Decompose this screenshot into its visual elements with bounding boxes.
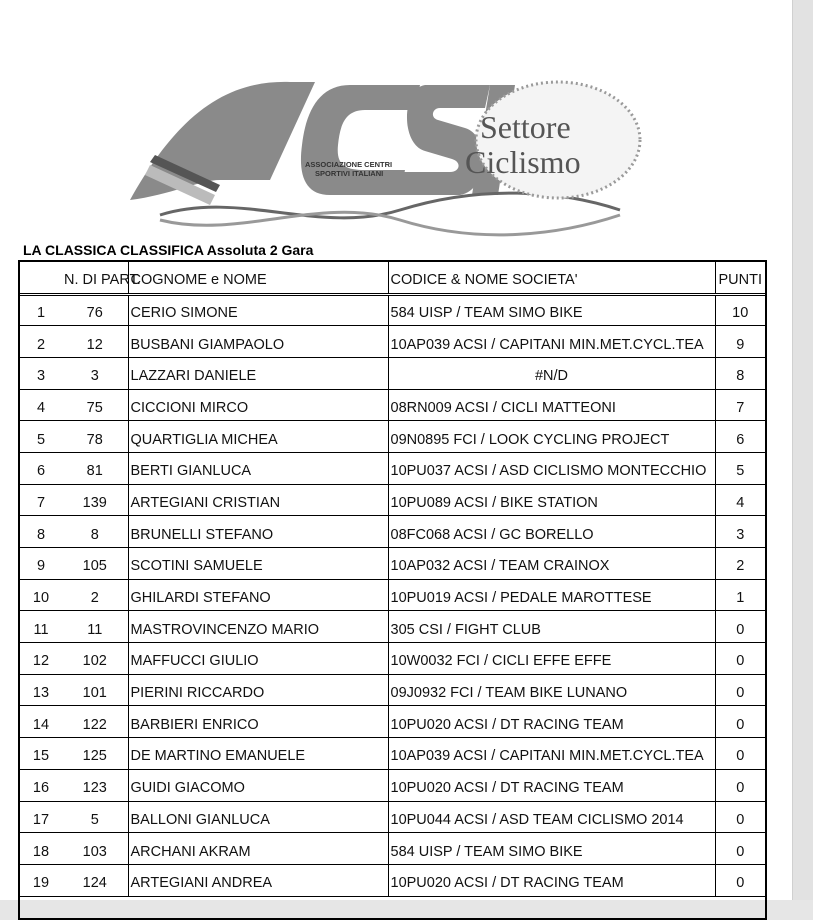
cell-position: 11: [20, 611, 62, 643]
cell-position: 18: [20, 833, 62, 865]
cell-name: PIERINI RICCARDO: [128, 674, 388, 706]
cell-society: 10PU089 ACSI / BIKE STATION: [388, 484, 715, 516]
header-society: CODICE & NOME SOCIETA': [388, 262, 715, 294]
cell-society: 10PU019 ACSI / PEDALE MAROTTESE: [388, 579, 715, 611]
cell-society: 09J0932 FCI / TEAM BIKE LUNANO: [388, 674, 715, 706]
cell-position: 16: [20, 769, 62, 801]
table-row: [20, 706, 765, 738]
cell-position: 13: [20, 674, 62, 706]
cell-name: GHILARDI STEFANO: [128, 579, 388, 611]
cell-position: 5: [20, 421, 62, 453]
table-row: [20, 389, 765, 421]
cell-society: 10AP039 ACSI / CAPITANI MIN.MET.CYCL.TEA: [388, 738, 715, 770]
cell-name: BALLONI GIANLUCA: [128, 801, 388, 833]
cell-points: 5: [715, 452, 765, 484]
cell-society: 10PU020 ACSI / DT RACING TEAM: [388, 864, 715, 896]
cell-name: MAFFUCCI GIULIO: [128, 643, 388, 675]
cell-society: 305 CSI / FIGHT CLUB: [388, 611, 715, 643]
cell-name: BERTI GIANLUCA: [128, 452, 388, 484]
cell-points: 0: [715, 643, 765, 675]
cell-position: 7: [20, 484, 62, 516]
cell-name: ARTEGIANI ANDREA: [128, 864, 388, 896]
cell-position: 8: [20, 516, 62, 548]
cell-points: 0: [715, 674, 765, 706]
cell-society: 10PU044 ACSI / ASD TEAM CICLISMO 2014: [388, 801, 715, 833]
table-row: [20, 548, 765, 580]
table-row: [20, 833, 765, 865]
cell-position: 10: [20, 579, 62, 611]
cell-points: 0: [715, 833, 765, 865]
logo-subtitle-2: SPORTIVI ITALIANI: [315, 169, 384, 178]
cell-points: 3: [715, 516, 765, 548]
cell-participant-number: 3: [62, 357, 128, 389]
cell-position: 3: [20, 357, 62, 389]
cell-points: 4: [715, 484, 765, 516]
document-title: LA CLASSICA CLASSIFICA Assoluta 2 Gara: [23, 242, 314, 258]
cell-name: CICCIONI MIRCO: [128, 389, 388, 421]
cell-name: BARBIERI ENRICO: [128, 706, 388, 738]
cell-points: 0: [715, 611, 765, 643]
cell-society: 10W0032 FCI / CICLI EFFE EFFE: [388, 643, 715, 675]
cell-position: 14: [20, 706, 62, 738]
logo-swoosh: [130, 82, 315, 200]
cell-society: 09N0895 FCI / LOOK CYCLING PROJECT: [388, 421, 715, 453]
cell-participant-number: 75: [62, 389, 128, 421]
cell-participant-number: 2: [62, 579, 128, 611]
header-name: COGNOME e NOME: [128, 262, 388, 294]
cell-participant-number: 81: [62, 452, 128, 484]
cell-society: 584 UISP / TEAM SIMO BIKE: [388, 294, 715, 326]
cell-name: BRUNELLI STEFANO: [128, 516, 388, 548]
cell-participant-number: 8: [62, 516, 128, 548]
table-row: [20, 326, 765, 358]
cell-participant-number: 125: [62, 738, 128, 770]
table-row: [20, 801, 765, 833]
header-points: PUNTI: [715, 262, 765, 294]
cell-name: BUSBANI GIAMPAOLO: [128, 326, 388, 358]
table-row: [20, 579, 765, 611]
cell-participant-number: 76: [62, 294, 128, 326]
cell-participant-number: 124: [62, 864, 128, 896]
cell-points: 7: [715, 389, 765, 421]
table-row: [20, 294, 765, 326]
cell-society: 10AP039 ACSI / CAPITANI MIN.MET.CYCL.TEA: [388, 326, 715, 358]
cell-participant-number: 123: [62, 769, 128, 801]
cell-points: 6: [715, 421, 765, 453]
cell-name: QUARTIGLIA MICHEA: [128, 421, 388, 453]
table-row: [20, 611, 765, 643]
cell-participant-number: 139: [62, 484, 128, 516]
table-row: [20, 674, 765, 706]
cell-points: 10: [715, 294, 765, 326]
cell-society: 08FC068 ACSI / GC BORELLO: [388, 516, 715, 548]
cell-society: 584 UISP / TEAM SIMO BIKE: [388, 833, 715, 865]
cell-participant-number: 12: [62, 326, 128, 358]
cell-points: 0: [715, 801, 765, 833]
cell-points: 2: [715, 548, 765, 580]
table-row: [20, 738, 765, 770]
cell-position: 6: [20, 452, 62, 484]
cell-society: #N/D: [388, 357, 715, 389]
table-row: [20, 421, 765, 453]
cell-society: 10PU020 ACSI / DT RACING TEAM: [388, 769, 715, 801]
cell-society: 10PU020 ACSI / DT RACING TEAM: [388, 706, 715, 738]
cell-society: 08RN009 ACSI / CICLI MATTEONI: [388, 389, 715, 421]
cell-participant-number: 102: [62, 643, 128, 675]
cell-name: LAZZARI DANIELE: [128, 357, 388, 389]
cell-participant-number: 78: [62, 421, 128, 453]
cell-points: 9: [715, 326, 765, 358]
cell-participant-number: 11: [62, 611, 128, 643]
table-row: [20, 864, 765, 896]
cell-participant-number: 5: [62, 801, 128, 833]
cell-position: 2: [20, 326, 62, 358]
cell-name: MASTROVINCENZO MARIO: [128, 611, 388, 643]
badge-line-2: Ciclismo: [465, 144, 581, 180]
table-row: [20, 643, 765, 675]
cell-position: 19: [20, 864, 62, 896]
cell-points: 0: [715, 738, 765, 770]
header-pos: [20, 262, 62, 294]
cell-points: 0: [715, 706, 765, 738]
table-row: [20, 769, 765, 801]
cell-points: 1: [715, 579, 765, 611]
cell-name: SCOTINI SAMUELE: [128, 548, 388, 580]
cell-position: 1: [20, 294, 62, 326]
cell-participant-number: 122: [62, 706, 128, 738]
cell-name: CERIO SIMONE: [128, 294, 388, 326]
scrollbar[interactable]: [792, 0, 813, 900]
table-row: [20, 484, 765, 516]
cell-name: ARTEGIANI CRISTIAN: [128, 484, 388, 516]
cell-name: GUIDI GIACOMO: [128, 769, 388, 801]
cell-participant-number: 103: [62, 833, 128, 865]
header-num: N. DI PART.: [62, 262, 128, 294]
cell-society: 10PU037 ACSI / ASD CICLISMO MONTECCHIO: [388, 452, 715, 484]
cell-points: 0: [715, 864, 765, 896]
cell-position: 17: [20, 801, 62, 833]
cell-participant-number: 105: [62, 548, 128, 580]
cell-name: ARCHANI AKRAM: [128, 833, 388, 865]
cell-society: 10AP032 ACSI / TEAM CRAINOX: [388, 548, 715, 580]
badge-line-1: Settore: [480, 109, 571, 145]
table-row: [20, 452, 765, 484]
logo-subtitle-1: ASSOCIAZIONE CENTRI: [305, 160, 393, 169]
cell-position: 12: [20, 643, 62, 675]
cell-position: 4: [20, 389, 62, 421]
results-table: [18, 260, 767, 920]
table-row: [20, 516, 765, 548]
table-row: [20, 357, 765, 389]
cell-position: 9: [20, 548, 62, 580]
cell-points: 0: [715, 769, 765, 801]
cell-points: 8: [715, 357, 765, 389]
cell-name: DE MARTINO EMANUELE: [128, 738, 388, 770]
table-header-row: [20, 262, 765, 294]
cell-position: 15: [20, 738, 62, 770]
acsi-logo: [120, 70, 640, 240]
cell-participant-number: 101: [62, 674, 128, 706]
